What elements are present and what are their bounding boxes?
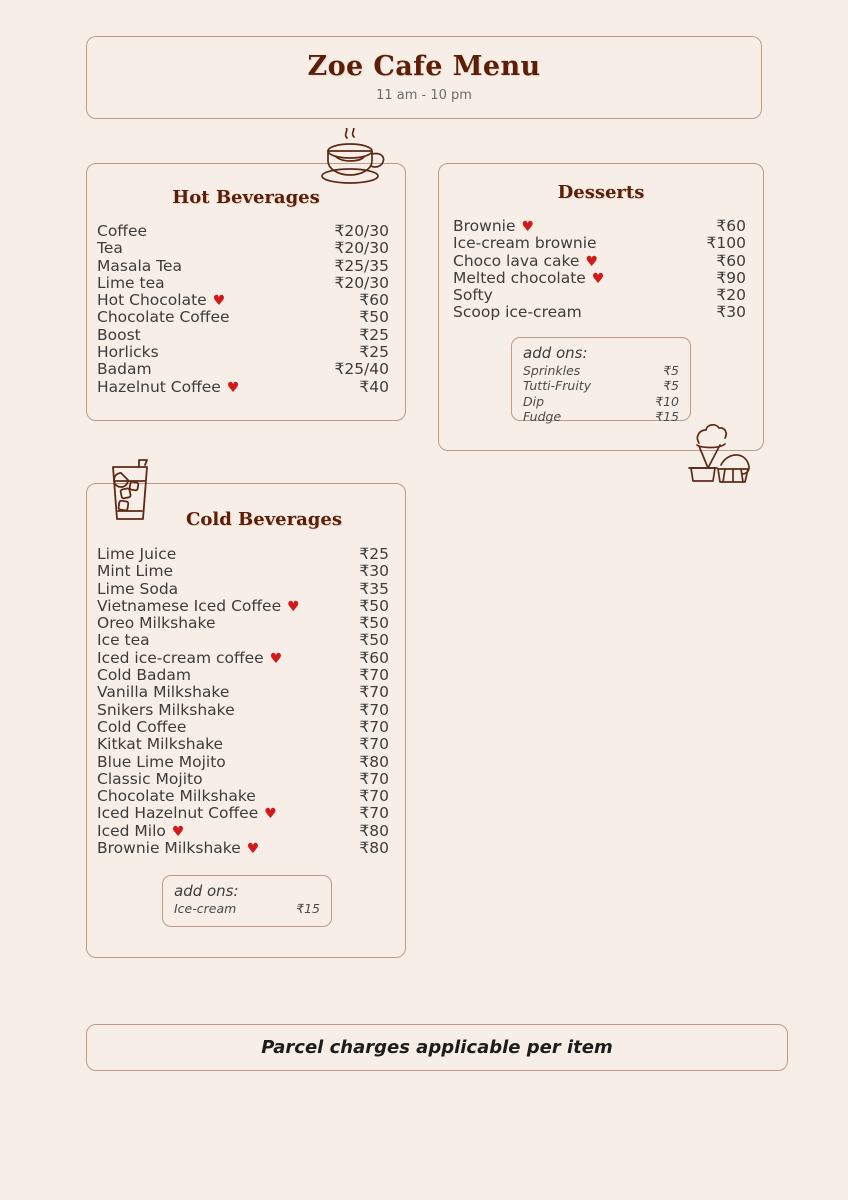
menu-item-name: Lime Soda bbox=[97, 579, 179, 598]
menu-item-price: ₹20 bbox=[716, 286, 746, 305]
menu-item-row bbox=[97, 581, 389, 598]
menu-item-name: Melted chocolate bbox=[453, 268, 586, 287]
favourite-heart-icon: ♥ bbox=[585, 253, 599, 270]
menu-item-name: Horlicks bbox=[97, 343, 159, 362]
menu-item-row bbox=[453, 253, 746, 270]
menu-item-price: ₹50 bbox=[359, 614, 389, 633]
menu-item-row bbox=[97, 823, 389, 840]
menu-item-name: Cold Badam bbox=[97, 666, 191, 685]
menu-item-name: Coffee bbox=[97, 222, 148, 240]
menu-item-price: ₹60 bbox=[359, 648, 389, 667]
addon-name: Fudge bbox=[523, 408, 562, 424]
section-hot-beverages bbox=[86, 163, 406, 421]
section-cold-beverages bbox=[86, 483, 406, 958]
desserts-addons-list bbox=[523, 363, 679, 424]
menu-item-row bbox=[453, 270, 746, 287]
addon-row bbox=[174, 901, 320, 916]
menu-item-row bbox=[97, 667, 389, 684]
menu-item-price: ₹70 bbox=[359, 787, 389, 806]
menu-item-name: Vietnamese Iced Coffee bbox=[97, 596, 282, 615]
menu-item-price: ₹25 bbox=[359, 325, 389, 344]
menu-item-name: Oreo Milkshake bbox=[97, 614, 216, 633]
menu-item-row bbox=[97, 702, 389, 719]
menu-item-name: Softy bbox=[453, 286, 493, 305]
menu-item-row bbox=[97, 344, 389, 361]
cold-beverages-addons-box bbox=[162, 875, 332, 927]
menu-item-name: Blue Lime Mojito bbox=[97, 752, 226, 771]
menu-item-row bbox=[97, 563, 389, 580]
menu-item-price: ₹70 bbox=[359, 735, 389, 754]
menu-item-row bbox=[97, 361, 389, 378]
menu-item-name: Brownie bbox=[453, 217, 516, 235]
menu-item-row bbox=[97, 598, 389, 615]
menu-item-row bbox=[97, 292, 389, 309]
menu-item-row bbox=[97, 840, 389, 857]
cold-addons-list bbox=[174, 901, 320, 916]
menu-item-name: Iced ice-cream coffee bbox=[97, 648, 264, 667]
icecream-cupcake-icon bbox=[685, 421, 755, 489]
menu-header-card bbox=[86, 36, 762, 119]
favourite-heart-icon: ♥ bbox=[226, 379, 240, 396]
menu-item-name: Cold Coffee bbox=[97, 717, 187, 736]
menu-item-price: ₹25/40 bbox=[334, 360, 389, 379]
menu-item-price: ₹100 bbox=[706, 234, 746, 253]
menu-item-name: Badam bbox=[97, 360, 152, 379]
favourite-heart-icon: ♥ bbox=[521, 219, 535, 235]
menu-item-price: ₹20/30 bbox=[334, 273, 389, 292]
menu-item-price: ₹80 bbox=[359, 839, 389, 858]
menu-item-name: Ice-cream brownie bbox=[453, 234, 597, 253]
menu-item-name: Iced Hazelnut Coffee bbox=[97, 804, 259, 823]
menu-item-name: Hazelnut Coffee bbox=[97, 377, 221, 396]
menu-item-price: ₹70 bbox=[359, 717, 389, 736]
menu-item-price: ₹80 bbox=[359, 821, 389, 840]
favourite-heart-icon: ♥ bbox=[171, 823, 185, 840]
addon-row bbox=[523, 409, 679, 424]
menu-item-row bbox=[97, 805, 389, 822]
favourite-heart-icon: ♥ bbox=[591, 270, 605, 287]
menu-item-name: Kitkat Milkshake bbox=[97, 735, 224, 754]
cold-drink-glass-icon bbox=[99, 451, 161, 529]
menu-item-name: Ice tea bbox=[97, 631, 150, 650]
menu-item-price: ₹70 bbox=[359, 666, 389, 685]
menu-item-row bbox=[97, 546, 389, 563]
menu-item-price: ₹40 bbox=[359, 377, 389, 396]
menu-item-row bbox=[97, 736, 389, 753]
menu-item-price: ₹30 bbox=[716, 303, 746, 322]
addon-price: ₹10 bbox=[655, 393, 679, 409]
menu-item-price: ₹70 bbox=[359, 769, 389, 788]
addon-name: Sprinkles bbox=[523, 363, 581, 378]
menu-item-price: ₹20/30 bbox=[334, 222, 389, 240]
favourite-heart-icon: ♥ bbox=[246, 841, 260, 858]
menu-item-name: Snikers Milkshake bbox=[97, 700, 235, 719]
menu-item-price: ₹60 bbox=[716, 217, 746, 235]
menu-item-price: ₹35 bbox=[359, 579, 389, 598]
menu-item-price: ₹70 bbox=[359, 683, 389, 702]
menu-item-row bbox=[453, 235, 746, 252]
cold-beverages-item-list bbox=[97, 546, 389, 857]
menu-item-name: Vanilla Milkshake bbox=[97, 683, 230, 702]
menu-item-row bbox=[97, 240, 389, 257]
menu-item-row bbox=[97, 275, 389, 292]
menu-item-name: Classic Mojito bbox=[97, 769, 203, 788]
menu-item-price: ₹90 bbox=[716, 268, 746, 287]
menu-item-name: Iced Milo bbox=[97, 821, 166, 840]
menu-item-price: ₹80 bbox=[359, 752, 389, 771]
menu-item-name: Masala Tea bbox=[97, 256, 183, 275]
menu-item-price: ₹20/30 bbox=[334, 239, 389, 258]
desserts-item-list bbox=[453, 218, 746, 322]
menu-item-name: Hot Chocolate bbox=[97, 291, 207, 310]
menu-item-row bbox=[97, 309, 389, 326]
menu-item-price: ₹60 bbox=[716, 251, 746, 270]
menu-item-price: ₹25 bbox=[359, 545, 389, 563]
menu-item-row bbox=[97, 788, 389, 805]
menu-item-row bbox=[97, 258, 389, 275]
menu-item-row bbox=[97, 632, 389, 649]
menu-item-name: Lime Juice bbox=[97, 545, 177, 563]
menu-item-row bbox=[97, 327, 389, 344]
hot-beverages-item-list bbox=[97, 223, 389, 396]
menu-item-row bbox=[453, 287, 746, 304]
addon-price: ₹15 bbox=[655, 408, 679, 424]
section-desserts bbox=[438, 163, 764, 451]
menu-item-row bbox=[453, 218, 746, 235]
menu-item-name: Chocolate Coffee bbox=[97, 308, 230, 327]
favourite-heart-icon: ♥ bbox=[264, 806, 277, 823]
menu-item-price: ₹50 bbox=[359, 596, 389, 615]
parcel-charges-note: Parcel charges applicable per item bbox=[261, 1036, 613, 1058]
menu-item-name: Boost bbox=[97, 325, 141, 344]
menu-item-row bbox=[97, 719, 389, 736]
cold-addons-title: add ons: bbox=[174, 882, 239, 900]
menu-item-price: ₹70 bbox=[359, 804, 389, 823]
menu-item-row bbox=[97, 684, 389, 701]
favourite-heart-icon: ♥ bbox=[212, 293, 226, 310]
addon-price: ₹5 bbox=[663, 363, 679, 378]
addon-price: ₹15 bbox=[296, 901, 320, 916]
menu-item-name: Chocolate Milkshake bbox=[97, 787, 256, 806]
section-title-cold-beverages: Cold Beverages bbox=[186, 509, 342, 530]
section-title-hot-beverages: Hot Beverages bbox=[172, 187, 320, 208]
menu-item-name: Lime tea bbox=[97, 273, 165, 292]
menu-item-row bbox=[97, 615, 389, 632]
opening-hours: 11 am - 10 pm bbox=[376, 88, 472, 103]
menu-item-price: ₹25 bbox=[359, 343, 389, 362]
desserts-addons-box bbox=[511, 337, 691, 424]
menu-item-name: Tea bbox=[97, 239, 123, 258]
desserts-addons-title: add ons: bbox=[523, 344, 588, 362]
menu-item-name: Scoop ice-cream bbox=[453, 303, 582, 322]
menu-item-price: ₹30 bbox=[359, 562, 389, 581]
footer-notice-card bbox=[86, 1024, 788, 1071]
favourite-heart-icon: ♥ bbox=[287, 598, 300, 615]
addon-row bbox=[523, 394, 679, 409]
addon-name: Tutti-Fruity bbox=[523, 378, 592, 394]
menu-item-name: Brownie Milkshake bbox=[97, 839, 241, 858]
addon-row bbox=[523, 363, 679, 378]
page-title: Zoe Cafe Menu bbox=[307, 51, 541, 82]
menu-item-row bbox=[97, 771, 389, 788]
addon-price: ₹5 bbox=[663, 378, 679, 394]
section-title-desserts: Desserts bbox=[557, 182, 645, 203]
addon-name: Dip bbox=[523, 393, 545, 409]
menu-item-price: ₹60 bbox=[359, 291, 389, 310]
menu-item-row bbox=[97, 223, 389, 240]
menu-item-row bbox=[97, 650, 389, 667]
addon-row bbox=[523, 378, 679, 393]
menu-item-price: ₹50 bbox=[359, 308, 389, 327]
addon-name: Ice-cream bbox=[174, 901, 237, 916]
menu-item-price: ₹25/35 bbox=[334, 256, 389, 275]
favourite-heart-icon: ♥ bbox=[269, 650, 283, 667]
menu-item-price: ₹50 bbox=[359, 631, 389, 650]
menu-item-row bbox=[97, 754, 389, 771]
menu-item-row bbox=[453, 304, 746, 321]
menu-item-name: Choco lava cake bbox=[453, 251, 580, 270]
menu-item-name: Mint Lime bbox=[97, 562, 174, 581]
coffee-cup-icon bbox=[314, 128, 388, 194]
menu-item-row bbox=[97, 379, 389, 396]
menu-item-price: ₹70 bbox=[359, 700, 389, 719]
